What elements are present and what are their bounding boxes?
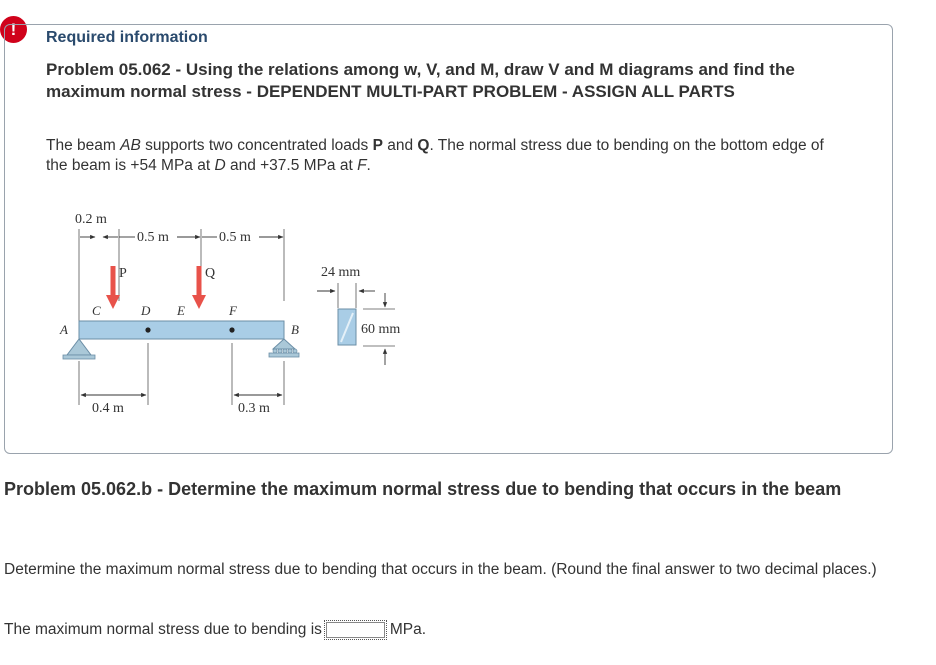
point-d-label: D [214, 157, 226, 174]
label-q: Q [205, 266, 216, 281]
desc-text: The beam [46, 137, 121, 154]
required-info-heading: Required information [46, 29, 208, 46]
alert-icon: ! [0, 16, 27, 43]
label-p: P [119, 266, 127, 281]
problem-title: Problem 05.062 - Using the relations among w, V, and M, draw V and M diagrams and find the maximum normal stress - DEPENDENT MULTI-PART PROBLEM - ASSIGN ALL PARTS [46, 60, 795, 101]
beam [79, 321, 284, 339]
answer-prefix: The maximum normal stress due to bending is [4, 621, 322, 638]
beam-label: AB [120, 137, 141, 154]
load-q-arrow [192, 295, 206, 309]
answer-input[interactable] [324, 620, 387, 640]
part-title: Problem 05.062.b - Determine the maximum normal stress due to bending that occurs in the beam [4, 479, 842, 499]
dim-0-4m: 0.4 m [92, 401, 124, 416]
label-d: D [141, 303, 151, 318]
desc-text: and [382, 137, 418, 154]
desc-text: and +37.5 MPa at [225, 157, 358, 174]
dim-0-2m: 0.2 m [75, 212, 107, 227]
label-f: F [229, 303, 237, 318]
load-q-label: Q [417, 137, 430, 154]
dim-0-5m-first: 0.5 m [137, 230, 169, 245]
point-f-label: F [357, 157, 367, 174]
desc-text: . [366, 157, 371, 174]
roller-support-icon [269, 339, 299, 357]
label-e: E [177, 303, 185, 318]
point-f-marker [229, 327, 234, 332]
desc-text: . The normal stress due to bending on the bottom edge of the beam is +54 MPa at [46, 137, 824, 174]
dim-24mm: 24 mm [321, 265, 361, 280]
label-a: A [60, 322, 68, 337]
dim-60mm: 60 mm [361, 322, 401, 337]
load-p-label: P [372, 137, 383, 154]
dim-0-5m-second: 0.5 m [219, 230, 251, 245]
question-text: Determine the maximum normal stress due to bending that occurs in the beam. (Round the final answer to two decimal places.) [4, 561, 877, 578]
desc-text: supports two concentrated loads [140, 137, 373, 154]
label-c: C [92, 303, 101, 318]
point-d-marker [145, 327, 150, 332]
load-p-arrow [106, 295, 120, 309]
pin-support-icon [67, 339, 91, 355]
dim-0-3m: 0.3 m [238, 401, 270, 416]
answer-row [4, 620, 426, 640]
label-b: B [291, 322, 299, 337]
answer-unit: MPa. [389, 621, 427, 638]
beam-figure [55, 203, 425, 425]
problem-description [46, 136, 836, 176]
